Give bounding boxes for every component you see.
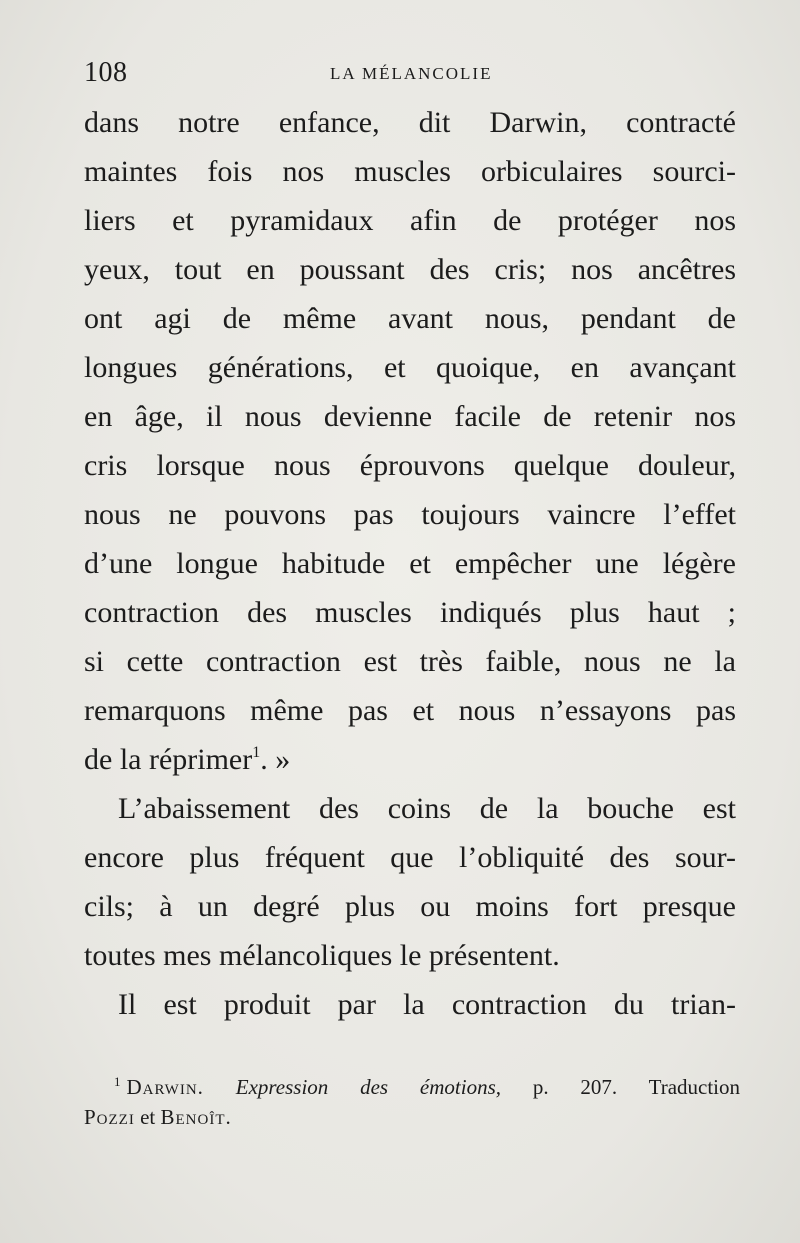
text-line: encore plus fréquent que l’obliquité des sour-: [84, 841, 736, 874]
body-text: [84, 98, 736, 1029]
text-line: yeux, tout en poussant des cris; nos ancêtres: [84, 253, 736, 286]
translator-name: Benoît.: [160, 1105, 232, 1129]
footnote-line: [84, 1072, 740, 1102]
page-number: 108: [84, 57, 128, 88]
text-line-quote-end: [84, 735, 736, 784]
running-head: [84, 56, 734, 90]
text-line: en âge, il nous devienne facile de retenir nos: [84, 400, 736, 433]
text-line: longues générations, et quoique, en avançant: [84, 351, 736, 384]
footnote-conjunction: et: [140, 1105, 156, 1129]
footnote-citation: p. 207. Traduction: [532, 1075, 741, 1099]
paragraph-start-line: Il est produit par la contraction du trian-: [118, 988, 736, 1021]
text-line: liers et pyramidaux afin de protéger nos: [84, 204, 736, 237]
text-line: maintes fois nos muscles orbiculaires sourci-: [84, 155, 736, 188]
footnote-reference: 1: [252, 744, 261, 761]
quote-close: . »: [260, 743, 291, 776]
text-line: cris lorsque nous éprouvons quelque douleur,: [84, 449, 736, 482]
text-line: si cette contraction est très faible, nous ne la: [84, 645, 736, 678]
footnote-author: Darwin.: [126, 1075, 204, 1099]
footnote-marker: 1: [114, 1074, 121, 1089]
text-line: ont agi de même avant nous, pendant de: [84, 302, 736, 335]
running-title: LA MÉLANCOLIE: [330, 64, 493, 83]
footnote-title: Expression des émotions,: [235, 1075, 502, 1099]
footnote: [84, 1072, 740, 1132]
quote-end-text: de la réprimer: [84, 743, 253, 776]
paragraph-start-line: L’abaissement des coins de la bouche est: [118, 792, 736, 825]
translator-name: Pozzi: [84, 1105, 135, 1129]
text-line: cils; à un degré plus ou moins fort presque: [84, 890, 736, 923]
text-line: toutes mes mélancoliques le présentent.: [84, 939, 560, 972]
text-line: remarquons même pas et nous n’essayons pas: [84, 694, 736, 727]
text-line: contraction des muscles indiqués plus haut ;: [84, 596, 736, 629]
text-line: dans notre enfance, dit Darwin, contracté: [84, 106, 736, 139]
text-line: nous ne pouvons pas toujours vaincre l’effet: [84, 498, 736, 531]
footnote-line: [84, 1102, 740, 1132]
text-line: d’une longue habitude et empêcher une légère: [84, 547, 736, 580]
